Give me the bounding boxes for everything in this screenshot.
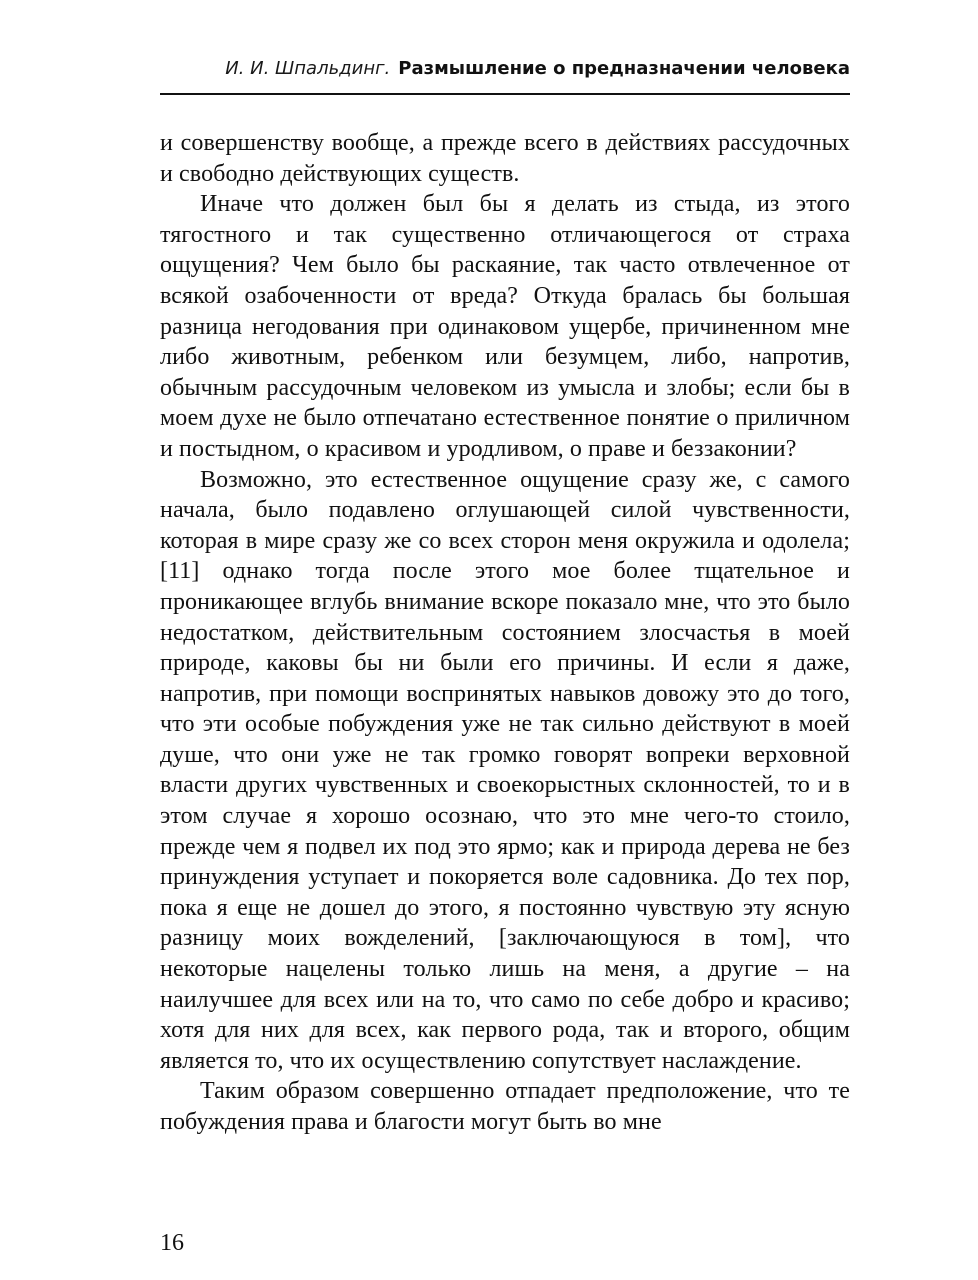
- paragraph: и совершенству вообще, а прежде всего в действиях рассудочных и свободно действующих существ.: [160, 130, 850, 187]
- body-text: [160, 128, 850, 1138]
- header-rule: [160, 93, 850, 95]
- header-author: И. И. Шпальдинг.: [225, 58, 391, 79]
- paragraph: Таким образом совершенно отпадает предположение, что те побуждения права и благости могут быть во мне: [160, 1078, 850, 1135]
- running-header: [160, 58, 850, 92]
- header-title: Размышление о предназначении человека: [398, 58, 850, 79]
- paragraph: Иначе что должен был бы я делать из стыда, из этого тягостного и так существенно отличающегося от страха ощущения? Чем было бы раскаяние, так часто отвлеченное от всякой озабоченности от вреда? Откуда бралась бы большая разница негодования при одинаковом ущербе, причиненном мне либо животным, ребенком или безумцем, либо, напротив, обычным рассудочным человеком из умысла и злобы; если бы в моем духе не было отпечатано естественное понятие о приличном и постыдном, о красивом и уродливом, о праве и беззаконии?: [160, 191, 850, 462]
- book-page: [160, 58, 850, 1258]
- paragraph: Возможно, это естественное ощущение сразу же, с самого начала, было подавлено оглушающей силой чувственности, которая в мире сразу же со всех сторон меня окружила и одолела; [11] однако тогда после этого мое более тщательное и проникающее вглубь внимание вскоре показало мне, что это было недостатком, действительным состоянием злосчастья в моей природе, каковы бы ни были его причины. И если я даже, напротив, при помощи воспринятых навыков довожу это до того, что эти особые побуждения уже не так сильно действуют в моей душе, что они уже не так громко говорят вопреки верховной власти других чувственных и своекорыстных склонностей, то и в этом случае я хорошо осознаю, что это мне чего-то стоило, прежде чем я подвел их под это ярмо; как и природа дерева не без принуждения уступает и покоряется воле садовника. До тех пор, пока я еще не дошел до этого, я постоянно чувствую эту ясную разницу моих вожделений, [заключающуюся в том], что некоторые нацелены только лишь на меня, а другие – на наилучшее для всех или на то, что само по себе добро и красиво; хотя для них для всех, как первого рода, так и второго, общим является то, что их осуществлению сопутствует наслаждение.: [160, 466, 850, 1074]
- page-number: 16: [160, 1230, 184, 1256]
